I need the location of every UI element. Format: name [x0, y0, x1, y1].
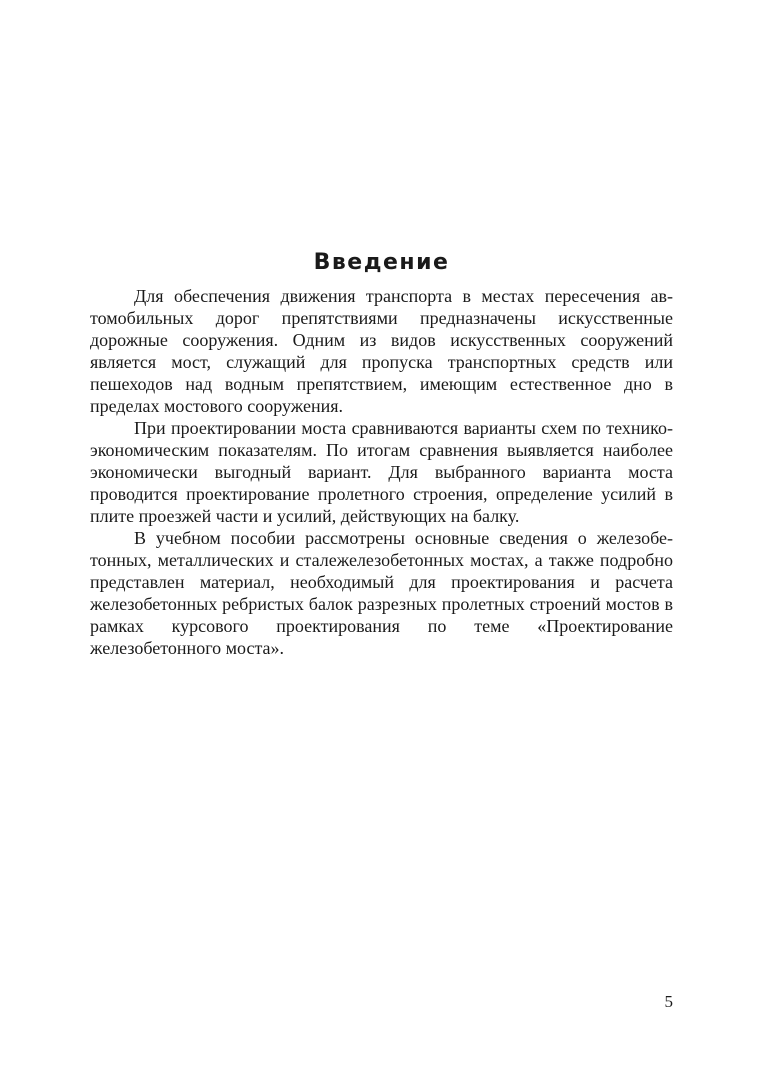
paragraph-2: При проектировании моста сравниваются варианты схем по технико-экономическим показателям. По итогам сравнения выявляется наиболее экономически выгодный вариант. Для выбранного варианта моста проводится проектирование пролетного строения, определение усилий в плите проезжей части и усилий, действующих на балку. — [90, 418, 673, 526]
body-text — [90, 285, 673, 659]
page-title: Введение — [313, 250, 450, 275]
paragraph-3: В учебном пособии рассмотрены основные сведения о железобетонных, металлических и сталежелезобетонных мостах, а также подробно представлен материал, необходимый для проектирования и расчета железобетонных ребристых балок разрезных пролетных строений мостов в рамках курсового проектирования по теме «Проектирование железобетонного моста». — [90, 528, 673, 658]
page-number: 5 — [664, 992, 673, 1011]
paragraph-1: Для обеспечения движения транспорта в местах пересечения автомобильных дорог препятствиями предназначены искусственные дорожные сооружения. Одним из видов искусственных сооружений является мост, служащий для пропуска транспортных средств или пешеходов над водным препятствием, имеющим естественное дно в пределах мостового сооружения. — [90, 286, 673, 416]
